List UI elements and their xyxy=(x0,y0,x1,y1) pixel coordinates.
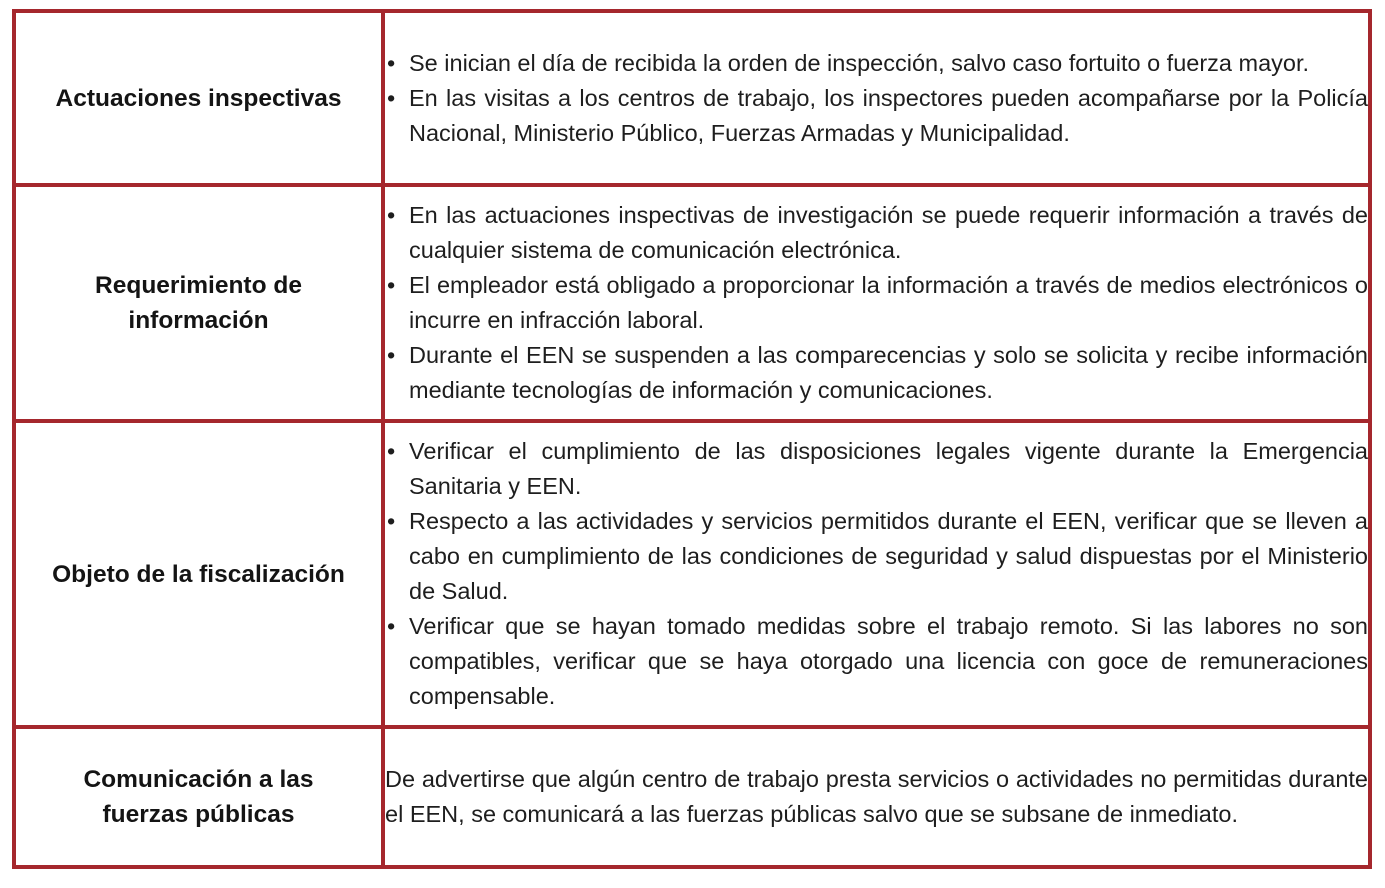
bullet-list xyxy=(385,198,1368,408)
table-row xyxy=(14,11,1370,185)
list-item-text: En las actuaciones inspectivas de investigación se puede requerir información a través de cualquier sistema de comunicación electrónica. xyxy=(409,202,1368,263)
table-row xyxy=(14,727,1370,867)
row-label-cell xyxy=(14,185,383,421)
list-item xyxy=(387,609,1368,714)
bullet-icon: • xyxy=(387,202,396,228)
row-label-cell xyxy=(14,11,383,185)
bullet-icon: • xyxy=(387,272,396,298)
bullet-icon: • xyxy=(387,508,396,534)
list-item-text: Respecto a las actividades y servicios permitidos durante el EEN, verificar que se lleven a cabo en cumplimiento de las condiciones de seguridad y salud dispuestas por el Ministerio de Salud. xyxy=(409,508,1368,604)
bullet-icon: • xyxy=(387,438,396,464)
list-item-text: El empleador está obligado a proporcionar la información a través de medios electrónicos o incurre en infracción laboral. xyxy=(409,272,1368,333)
list-item xyxy=(387,46,1368,81)
bullet-list xyxy=(385,434,1368,714)
row-label-cell xyxy=(14,421,383,727)
row-paragraph: De advertirse que algún centro de trabajo presta servicios o actividades no permitidas durante el EEN, se comunicará a las fuerzas públicas salvo que se subsane de inmediato. xyxy=(385,766,1368,827)
row-label: Comunicación a las fuerzas públicas xyxy=(83,766,314,828)
list-item xyxy=(387,504,1368,609)
row-label: Objeto de la fiscalización xyxy=(52,560,345,588)
table-row xyxy=(14,421,1370,727)
list-item xyxy=(387,198,1368,268)
row-content-cell xyxy=(383,727,1370,867)
bullet-icon: • xyxy=(387,342,396,368)
row-content-cell xyxy=(383,11,1370,185)
list-item xyxy=(387,81,1368,151)
row-content-cell xyxy=(383,421,1370,727)
list-item-text: Durante el EEN se suspenden a las comparecencias y solo se solicita y recibe información mediante tecnologías de información y comunicaciones. xyxy=(409,342,1368,403)
table-row xyxy=(14,185,1370,421)
inspection-info-table xyxy=(12,9,1372,869)
row-content-cell xyxy=(383,185,1370,421)
list-item-text: Se inician el día de recibida la orden de inspección, salvo caso fortuito o fuerza mayor. xyxy=(409,49,1310,76)
row-label-cell xyxy=(14,727,383,867)
bullet-icon: • xyxy=(387,84,396,111)
list-item-text: Verificar que se hayan tomado medidas sobre el trabajo remoto. Si las labores no son compatibles, verificar que se haya otorgado una licencia con goce de remuneraciones compensable. xyxy=(409,613,1368,709)
list-item xyxy=(387,338,1368,408)
bullet-icon: • xyxy=(387,49,396,76)
list-item xyxy=(387,268,1368,338)
list-item xyxy=(387,434,1368,504)
bullet-list xyxy=(385,46,1368,151)
row-label: Requerimiento de información xyxy=(95,272,302,334)
list-item-text: Verificar el cumplimiento de las disposiciones legales vigente durante la Emergencia Sanitaria y EEN. xyxy=(409,438,1368,499)
bullet-icon: • xyxy=(387,613,396,639)
row-label: Actuaciones inspectivas xyxy=(55,84,342,112)
list-item-text: En las visitas a los centros de trabajo, los inspectores pueden acompañarse por la Policía Nacional, Ministerio Público, Fuerzas Armadas y Municipalidad. xyxy=(409,84,1368,146)
